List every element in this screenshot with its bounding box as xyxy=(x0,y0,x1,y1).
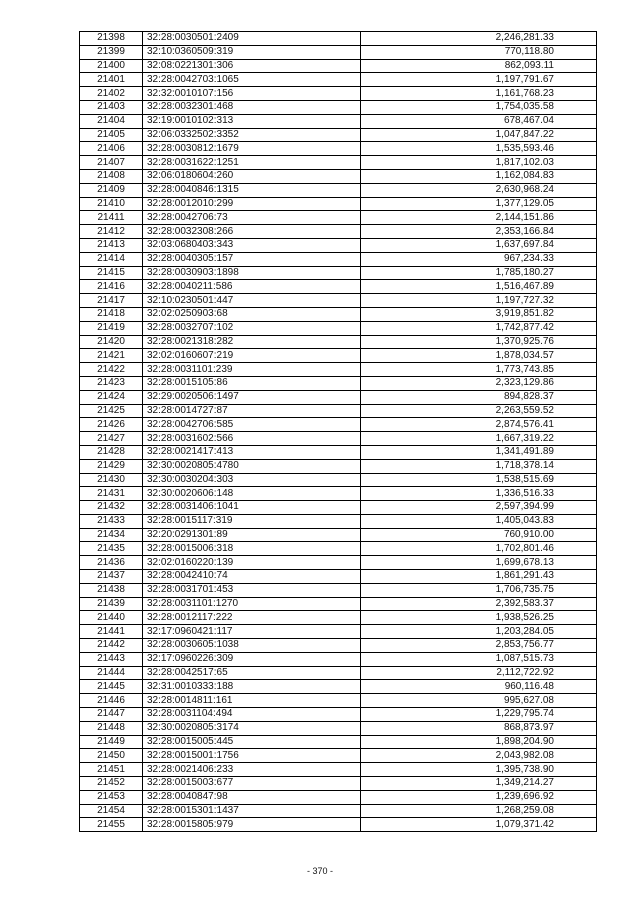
table-row xyxy=(80,432,597,446)
value-cell: 1,706,735.75 xyxy=(361,583,597,597)
row-number-cell: 21427 xyxy=(80,432,143,446)
cadastral-number-cell: 32:02:0250903:68 xyxy=(143,307,361,321)
row-number-cell: 21455 xyxy=(80,818,143,832)
table-row xyxy=(80,597,597,611)
value-cell: 1,817,102.03 xyxy=(361,156,597,170)
table-row xyxy=(80,211,597,225)
table-row xyxy=(80,87,597,101)
value-cell: 2,043,982.08 xyxy=(361,749,597,763)
value-cell: 2,630,968.24 xyxy=(361,183,597,197)
cadastral-number-cell: 32:20:0291301:89 xyxy=(143,528,361,542)
table-row xyxy=(80,625,597,639)
row-number-cell: 21444 xyxy=(80,666,143,680)
row-number-cell: 21407 xyxy=(80,156,143,170)
cadastral-number-cell: 32:03:0680403:343 xyxy=(143,238,361,252)
row-number-cell: 21421 xyxy=(80,349,143,363)
cadastral-number-cell: 32:28:0015001:1756 xyxy=(143,749,361,763)
table-row xyxy=(80,73,597,87)
cadastral-number-cell: 32:28:0040211:586 xyxy=(143,280,361,294)
row-number-cell: 21431 xyxy=(80,487,143,501)
row-number-cell: 21416 xyxy=(80,280,143,294)
table-row xyxy=(80,404,597,418)
value-cell: 1,718,378.14 xyxy=(361,459,597,473)
cadastral-number-cell: 32:02:0160607:219 xyxy=(143,349,361,363)
value-cell: 760,910.00 xyxy=(361,528,597,542)
table-row xyxy=(80,528,597,542)
table-row xyxy=(80,169,597,183)
value-cell: 1,938,526.25 xyxy=(361,611,597,625)
row-number-cell: 21411 xyxy=(80,211,143,225)
row-number-cell: 21408 xyxy=(80,169,143,183)
value-cell: 1,405,043.83 xyxy=(361,514,597,528)
cadastral-number-cell: 32:10:0360509:319 xyxy=(143,45,361,59)
row-number-cell: 21429 xyxy=(80,459,143,473)
row-number-cell: 21449 xyxy=(80,735,143,749)
value-cell: 1,239,696.92 xyxy=(361,790,597,804)
table-row xyxy=(80,418,597,432)
table-row xyxy=(80,45,597,59)
cadastral-number-cell: 32:30:0030204:303 xyxy=(143,473,361,487)
row-number-cell: 21448 xyxy=(80,721,143,735)
value-cell: 2,597,394.99 xyxy=(361,501,597,515)
value-cell: 1,047,847.22 xyxy=(361,128,597,142)
value-cell: 1,203,284.05 xyxy=(361,625,597,639)
row-number-cell: 21428 xyxy=(80,445,143,459)
row-number-cell: 21434 xyxy=(80,528,143,542)
value-cell: 770,118.80 xyxy=(361,45,597,59)
value-cell: 967,234.33 xyxy=(361,252,597,266)
row-number-cell: 21398 xyxy=(80,32,143,46)
value-cell: 1,702,801.46 xyxy=(361,542,597,556)
value-cell: 1,370,925.76 xyxy=(361,335,597,349)
cadastral-number-cell: 32:28:0030605:1038 xyxy=(143,639,361,653)
table-row xyxy=(80,183,597,197)
cadastral-number-cell: 32:28:0031406:1041 xyxy=(143,501,361,515)
cadastral-number-cell: 32:08:0221301:306 xyxy=(143,59,361,73)
table-row xyxy=(80,197,597,211)
cadastral-number-cell: 32:28:0042706:73 xyxy=(143,211,361,225)
row-number-cell: 21423 xyxy=(80,376,143,390)
value-cell: 678,467.04 xyxy=(361,114,597,128)
row-number-cell: 21402 xyxy=(80,87,143,101)
value-cell: 1,878,034.57 xyxy=(361,349,597,363)
table-row xyxy=(80,666,597,680)
value-cell: 3,919,851.82 xyxy=(361,307,597,321)
cadastral-number-cell: 32:28:0040305:157 xyxy=(143,252,361,266)
table-row xyxy=(80,142,597,156)
table-row xyxy=(80,818,597,832)
cadastral-number-cell: 32:28:0031622:1251 xyxy=(143,156,361,170)
cadastral-number-cell: 32:28:0042703:1065 xyxy=(143,73,361,87)
cadastral-value-table xyxy=(79,31,597,832)
cadastral-number-cell: 32:02:0160220:139 xyxy=(143,556,361,570)
table-row xyxy=(80,680,597,694)
value-cell: 2,353,166.84 xyxy=(361,225,597,239)
row-number-cell: 21452 xyxy=(80,777,143,791)
cadastral-number-cell: 32:30:0020805:4780 xyxy=(143,459,361,473)
table-row xyxy=(80,611,597,625)
table-row xyxy=(80,294,597,308)
table-row xyxy=(80,542,597,556)
cadastral-number-cell: 32:29:0020506:1497 xyxy=(143,390,361,404)
cadastral-number-cell: 32:28:0032308:266 xyxy=(143,225,361,239)
table-row xyxy=(80,777,597,791)
value-cell: 1,341,491.89 xyxy=(361,445,597,459)
value-cell: 1,861,291.43 xyxy=(361,570,597,584)
table-row xyxy=(80,708,597,722)
value-cell: 1,699,678.13 xyxy=(361,556,597,570)
table-row xyxy=(80,225,597,239)
value-cell: 894,828.37 xyxy=(361,390,597,404)
table-row xyxy=(80,128,597,142)
cadastral-number-cell: 32:28:0021406:233 xyxy=(143,763,361,777)
row-number-cell: 21433 xyxy=(80,514,143,528)
value-cell: 1,773,743.85 xyxy=(361,363,597,377)
row-number-cell: 21403 xyxy=(80,100,143,114)
row-number-cell: 21406 xyxy=(80,142,143,156)
cadastral-number-cell: 32:28:0031101:1270 xyxy=(143,597,361,611)
cadastral-number-cell: 32:28:0015005:445 xyxy=(143,735,361,749)
value-cell: 1,162,084.83 xyxy=(361,169,597,183)
row-number-cell: 21435 xyxy=(80,542,143,556)
row-number-cell: 21426 xyxy=(80,418,143,432)
value-cell: 1,637,697.84 xyxy=(361,238,597,252)
value-cell: 2,144,151.86 xyxy=(361,211,597,225)
row-number-cell: 21415 xyxy=(80,266,143,280)
table-row xyxy=(80,790,597,804)
value-cell: 2,263,559.52 xyxy=(361,404,597,418)
row-number-cell: 21409 xyxy=(80,183,143,197)
row-number-cell: 21432 xyxy=(80,501,143,515)
table-body xyxy=(80,32,597,832)
table-row xyxy=(80,570,597,584)
table-row xyxy=(80,390,597,404)
cadastral-number-cell: 32:28:0040846:1315 xyxy=(143,183,361,197)
row-number-cell: 21439 xyxy=(80,597,143,611)
cadastral-number-cell: 32:10:0230501:447 xyxy=(143,294,361,308)
row-number-cell: 21425 xyxy=(80,404,143,418)
value-cell: 1,079,371.42 xyxy=(361,818,597,832)
table-row xyxy=(80,100,597,114)
value-cell: 1,898,204.90 xyxy=(361,735,597,749)
table-row xyxy=(80,556,597,570)
cadastral-number-cell: 32:30:0020606:148 xyxy=(143,487,361,501)
row-number-cell: 21420 xyxy=(80,335,143,349)
value-cell: 1,229,795.74 xyxy=(361,708,597,722)
value-cell: 2,853,756.77 xyxy=(361,639,597,653)
cadastral-number-cell: 32:28:0015105:86 xyxy=(143,376,361,390)
table-row xyxy=(80,114,597,128)
table-row xyxy=(80,266,597,280)
value-cell: 1,395,738.90 xyxy=(361,763,597,777)
value-cell: 960,116.48 xyxy=(361,680,597,694)
row-number-cell: 21404 xyxy=(80,114,143,128)
table-row xyxy=(80,501,597,515)
cadastral-number-cell: 32:28:0015117:319 xyxy=(143,514,361,528)
cadastral-number-cell: 32:17:0960226:309 xyxy=(143,652,361,666)
row-number-cell: 21405 xyxy=(80,128,143,142)
value-cell: 1,197,727.32 xyxy=(361,294,597,308)
cadastral-number-cell: 32:28:0031701:453 xyxy=(143,583,361,597)
row-number-cell: 21440 xyxy=(80,611,143,625)
row-number-cell: 21399 xyxy=(80,45,143,59)
cadastral-number-cell: 32:28:0031104:494 xyxy=(143,708,361,722)
cadastral-number-cell: 32:28:0015003:677 xyxy=(143,777,361,791)
value-cell: 2,112,722.92 xyxy=(361,666,597,680)
cadastral-number-cell: 32:28:0031101:239 xyxy=(143,363,361,377)
table-row xyxy=(80,804,597,818)
value-cell: 1,349,214.27 xyxy=(361,777,597,791)
table-row xyxy=(80,335,597,349)
cadastral-number-cell: 32:28:0042706:585 xyxy=(143,418,361,432)
cadastral-number-cell: 32:28:0030812:1679 xyxy=(143,142,361,156)
cadastral-number-cell: 32:28:0015805:979 xyxy=(143,818,361,832)
value-cell: 1,377,129.05 xyxy=(361,197,597,211)
cadastral-number-cell: 32:32:0010107:156 xyxy=(143,87,361,101)
row-number-cell: 21442 xyxy=(80,639,143,653)
row-number-cell: 21424 xyxy=(80,390,143,404)
cadastral-number-cell: 32:28:0021417:413 xyxy=(143,445,361,459)
value-cell: 1,087,515.73 xyxy=(361,652,597,666)
table-row xyxy=(80,376,597,390)
value-cell: 1,742,877.42 xyxy=(361,321,597,335)
value-cell: 1,516,467.89 xyxy=(361,280,597,294)
cadastral-number-cell: 32:28:0031602:566 xyxy=(143,432,361,446)
value-cell: 1,161,768.23 xyxy=(361,87,597,101)
row-number-cell: 21453 xyxy=(80,790,143,804)
row-number-cell: 21422 xyxy=(80,363,143,377)
table-row xyxy=(80,459,597,473)
row-number-cell: 21410 xyxy=(80,197,143,211)
row-number-cell: 21443 xyxy=(80,652,143,666)
cadastral-number-cell: 32:28:0015301:1437 xyxy=(143,804,361,818)
table-row xyxy=(80,363,597,377)
table-row xyxy=(80,445,597,459)
cadastral-number-cell: 32:28:0015006:318 xyxy=(143,542,361,556)
table-row xyxy=(80,321,597,335)
row-number-cell: 21401 xyxy=(80,73,143,87)
value-cell: 2,246,281.33 xyxy=(361,32,597,46)
table-row xyxy=(80,639,597,653)
table-row xyxy=(80,583,597,597)
table-row xyxy=(80,652,597,666)
table-row xyxy=(80,349,597,363)
cadastral-number-cell: 32:28:0042517:65 xyxy=(143,666,361,680)
row-number-cell: 21419 xyxy=(80,321,143,335)
value-cell: 862,093.11 xyxy=(361,59,597,73)
table-row xyxy=(80,487,597,501)
cadastral-number-cell: 32:06:0180604:260 xyxy=(143,169,361,183)
table-row xyxy=(80,238,597,252)
cadastral-number-cell: 32:31:0010333:188 xyxy=(143,680,361,694)
row-number-cell: 21438 xyxy=(80,583,143,597)
cadastral-number-cell: 32:28:0040847:98 xyxy=(143,790,361,804)
cadastral-number-cell: 32:28:0032301:468 xyxy=(143,100,361,114)
cadastral-number-cell: 32:28:0012117:222 xyxy=(143,611,361,625)
value-cell: 995,627.08 xyxy=(361,694,597,708)
table-row xyxy=(80,473,597,487)
value-cell: 2,392,583.37 xyxy=(361,597,597,611)
table-row xyxy=(80,32,597,46)
row-number-cell: 21451 xyxy=(80,763,143,777)
table-row xyxy=(80,252,597,266)
row-number-cell: 21445 xyxy=(80,680,143,694)
table-row xyxy=(80,694,597,708)
value-cell: 1,197,791.67 xyxy=(361,73,597,87)
value-cell: 868,873.97 xyxy=(361,721,597,735)
row-number-cell: 21447 xyxy=(80,708,143,722)
value-cell: 1,667,319.22 xyxy=(361,432,597,446)
row-number-cell: 21441 xyxy=(80,625,143,639)
cadastral-number-cell: 32:28:0042410:74 xyxy=(143,570,361,584)
value-cell: 2,874,576.41 xyxy=(361,418,597,432)
row-number-cell: 21430 xyxy=(80,473,143,487)
cadastral-number-cell: 32:28:0012010:299 xyxy=(143,197,361,211)
cadastral-number-cell: 32:28:0014727:87 xyxy=(143,404,361,418)
row-number-cell: 21436 xyxy=(80,556,143,570)
page-number: - 370 - xyxy=(306,866,333,876)
row-number-cell: 21400 xyxy=(80,59,143,73)
cadastral-number-cell: 32:28:0030501:2409 xyxy=(143,32,361,46)
row-number-cell: 21446 xyxy=(80,694,143,708)
value-cell: 1,336,516.33 xyxy=(361,487,597,501)
row-number-cell: 21412 xyxy=(80,225,143,239)
row-number-cell: 21450 xyxy=(80,749,143,763)
table-row xyxy=(80,307,597,321)
value-cell: 1,268,259.08 xyxy=(361,804,597,818)
cadastral-number-cell: 32:30:0020805:3174 xyxy=(143,721,361,735)
row-number-cell: 21418 xyxy=(80,307,143,321)
value-cell: 1,538,515.69 xyxy=(361,473,597,487)
cadastral-number-cell: 32:06:0332502:3352 xyxy=(143,128,361,142)
value-cell: 1,535,593.46 xyxy=(361,142,597,156)
table-row xyxy=(80,749,597,763)
cadastral-number-cell: 32:28:0021318:282 xyxy=(143,335,361,349)
row-number-cell: 21437 xyxy=(80,570,143,584)
row-number-cell: 21454 xyxy=(80,804,143,818)
cadastral-number-cell: 32:28:0030903:1898 xyxy=(143,266,361,280)
table-row xyxy=(80,59,597,73)
value-cell: 1,785,180.27 xyxy=(361,266,597,280)
table-row xyxy=(80,721,597,735)
cadastral-number-cell: 32:28:0014811:161 xyxy=(143,694,361,708)
table-row xyxy=(80,280,597,294)
row-number-cell: 21414 xyxy=(80,252,143,266)
table-row xyxy=(80,763,597,777)
row-number-cell: 21413 xyxy=(80,238,143,252)
table-row xyxy=(80,735,597,749)
row-number-cell: 21417 xyxy=(80,294,143,308)
cadastral-number-cell: 32:17:0960421:117 xyxy=(143,625,361,639)
value-cell: 1,754,035.58 xyxy=(361,100,597,114)
value-cell: 2,323,129.86 xyxy=(361,376,597,390)
cadastral-number-cell: 32:19:0010102:313 xyxy=(143,114,361,128)
table-row xyxy=(80,514,597,528)
cadastral-number-cell: 32:28:0032707:102 xyxy=(143,321,361,335)
table-row xyxy=(80,156,597,170)
